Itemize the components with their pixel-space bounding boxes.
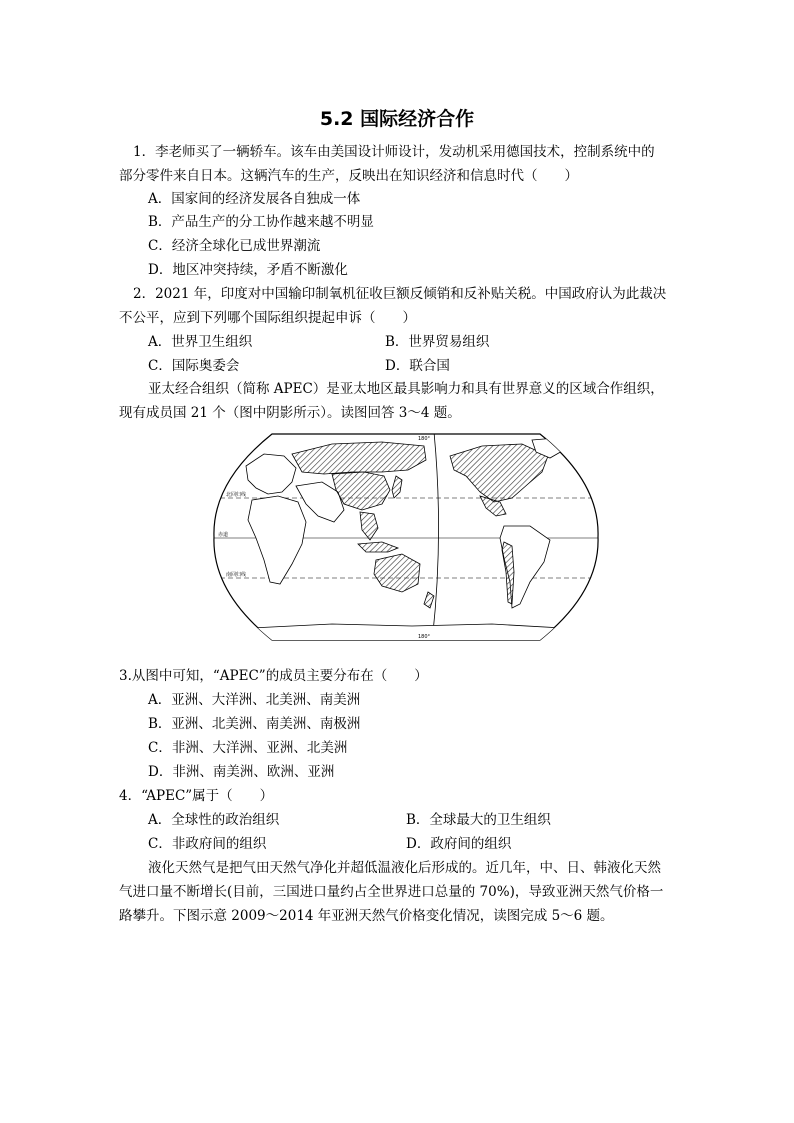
equator-label: 赤道 — [218, 532, 229, 538]
q4-option-d: D．政府间的组织 — [406, 836, 512, 852]
page-title: 5.2 国际经济合作 — [319, 108, 475, 130]
antarctica-landmass — [252, 624, 562, 642]
q4-option-b: B．全球最大的卫生组织 — [406, 812, 551, 828]
q1-option-a: A．国家间的经济发展各自独成一体 — [148, 191, 361, 207]
apec-world-map — [212, 432, 600, 642]
q1-option-d: D．地区冲突持续，矛盾不断激化 — [148, 262, 348, 278]
tropic-of-cancer-label: 北回归线 — [226, 492, 247, 498]
tropic-of-capricorn-label: 南回归线 — [226, 572, 247, 578]
intro34-line2: 现有成员国 21 个（图中阴影所示）。读图回答 3～4 题。 — [119, 405, 461, 421]
meridian-top-label: 180° — [418, 436, 431, 442]
intro56-line3: 路攀升。下图示意 2009～2014 年亚洲天然气价格变化情况，读图完成 5～6 题。 — [119, 908, 614, 924]
intro56-line1: 液化天然气是把气田天然气净化并超低温液化后形成的。近几年，中、日、韩液化天然 — [148, 860, 661, 876]
q2-option-b: B．世界贸易组织 — [385, 334, 490, 350]
q3-option-c: C．非洲、大洋洲、亚洲、北美洲 — [148, 740, 348, 756]
q2-option-c: C．国际奥委会 — [148, 358, 240, 374]
q2-option-d: D．联合国 — [385, 358, 450, 374]
q3-option-a: A．亚洲、大洋洲、北美洲、南美洲 — [148, 692, 361, 708]
q1-stem-line2: 部分零件来自日本。这辆汽车的生产，反映出在知识经济和信息时代（ ） — [119, 168, 578, 184]
intro56-line2: 气进口量不断增长(目前，三国进口量约占全世界进口总量的 70%)，导致亚洲天然气价格一 — [119, 884, 664, 900]
q3-option-d: D．非洲、南美洲、欧洲、亚洲 — [148, 764, 335, 780]
q3-option-b: B．亚洲、北美洲、南美洲、南极洲 — [148, 716, 361, 732]
q1-stem-line1: 1．李老师买了一辆轿车。该车由美国设计师设计，发动机采用德国技术，控制系统中的 — [133, 144, 655, 160]
meridian-bottom-label: 180° — [418, 634, 431, 640]
q4-stem: 4．“APEC”属于（ ） — [119, 788, 274, 804]
q2-stem-line2: 不公平，应到下列哪个国际组织提起申诉（ ） — [119, 310, 416, 326]
q3-stem: 3.从图中可知，“APEC”的成员主要分布在（ ） — [119, 668, 428, 684]
q1-option-b: B．产品生产的分工协作越来越不明显 — [148, 214, 374, 230]
q2-stem-line1: 2．2021 年，印度对中国输印制氧机征收巨额反倾销和反补贴关税。中国政府认为此裁决 — [133, 286, 667, 302]
q1-option-c: C．经济全球化已成世界潮流 — [148, 238, 321, 254]
intro34-line1: 亚太经合组织（简称 APEC）是亚太地区最具影响力和具有世界意义的区域合作组织， — [148, 381, 664, 397]
q4-option-c: C．非政府间的组织 — [148, 836, 267, 852]
q2-option-a: A．世界卫生组织 — [148, 334, 253, 350]
q4-option-a: A．全球性的政治组织 — [148, 812, 280, 828]
